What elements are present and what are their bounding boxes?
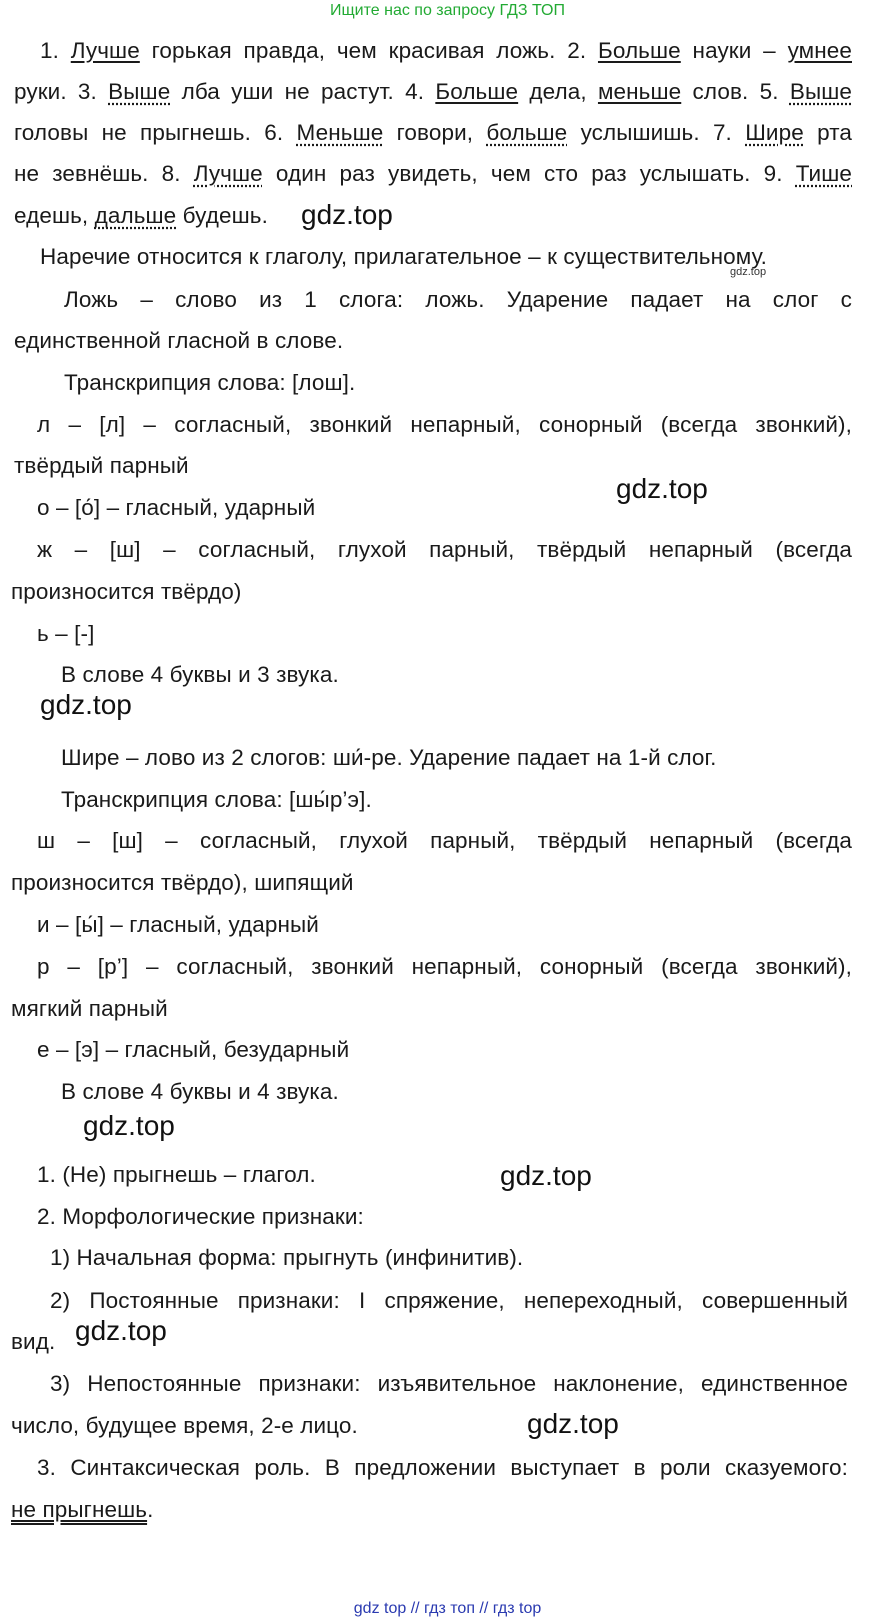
- underlined-word: умнее: [787, 38, 852, 63]
- text: один раз увидеть, чем сто раз услышать. 9.: [262, 161, 796, 186]
- underlined-word: Тише: [795, 161, 852, 186]
- morph-initial-form: 1) Начальная форма: прыгнуть (инфинитив).: [50, 1245, 524, 1270]
- text: дела,: [518, 79, 598, 104]
- text: едешь,: [14, 203, 95, 228]
- morph-constant-cont: вид.: [11, 1329, 56, 1354]
- text: головы не прыгнешь. 6.: [14, 120, 297, 145]
- analysis1-summary: В слове 4 буквы и 3 звука.: [61, 662, 339, 687]
- text: руки. 3.: [14, 79, 109, 104]
- underlined-word: дальше: [94, 203, 177, 228]
- analysis2-sound-sh: ш – [ш] – согласный, глухой парный, твёрдый непарный (всегда: [37, 828, 852, 853]
- proverbs-line-3: [14, 119, 852, 147]
- predicate-underlined: не прыгнешь: [11, 1497, 148, 1522]
- text: говори,: [383, 120, 487, 145]
- underlined-word: Больше: [597, 38, 681, 63]
- analysis1-sound-zh-cont: произносится твёрдо): [11, 579, 242, 604]
- text: лба уши не растут. 4.: [170, 79, 436, 104]
- text: горькая правда, чем красивая ложь. 2.: [139, 38, 598, 63]
- watermark: gdz.top: [83, 1110, 175, 1141]
- text: слов. 5.: [681, 79, 790, 104]
- proverbs-line-5: [14, 202, 880, 230]
- morph-constant: 2) Постоянные признаки: I спряжение, непереходный, совершенный: [50, 1288, 848, 1313]
- text: науки –: [680, 38, 788, 63]
- watermark: gdz.top: [500, 1160, 592, 1191]
- morph-features-heading: 2. Морфологические признаки:: [37, 1204, 364, 1229]
- analysis2-intro: Шире – лово из 2 слогов: ши́-ре. Ударение падает на 1-й слог.: [61, 745, 717, 770]
- morph-part-of-speech: 1. (Не) прыгнешь – глагол.: [37, 1162, 316, 1187]
- analysis1-transcription: Транскрипция слова: [лош].: [64, 370, 356, 395]
- underlined-word: Выше: [789, 79, 852, 104]
- underlined-word: меньше: [597, 79, 682, 104]
- watermark: gdz.top: [301, 199, 393, 230]
- note-text: Наречие относится к глаголу, прилагательное – к существительному.: [40, 244, 768, 269]
- morph-variable-cont: число, будущее время, 2-е лицо.: [11, 1413, 358, 1438]
- morph-syntax-cont: [11, 1496, 877, 1524]
- watermark: gdz.top: [527, 1408, 619, 1439]
- text: не зевнёшь. 8.: [14, 161, 194, 186]
- analysis2-sound-r: р – [р’] – согласный, звонкий непарный, сонорный (всегда звонкий),: [37, 954, 852, 979]
- analysis1-intro-cont: единственной гласной в слове.: [14, 328, 344, 353]
- underlined-word: Выше: [108, 79, 171, 104]
- analysis2-transcription: Транскрипция слова: [шы́р’э].: [61, 787, 372, 812]
- analysis1-sound-o: о – [о́] – гласный, ударный: [37, 495, 316, 520]
- morph-syntax: 3. Синтаксическая роль. В предложении выступает в роли сказуемого:: [37, 1455, 848, 1480]
- analysis2-sound-i: и – [ы́] – гласный, ударный: [37, 912, 319, 937]
- watermark-small: gdz.top: [730, 266, 767, 278]
- header-banner[interactable]: Ищите нас по запросу ГДЗ ТОП: [330, 2, 565, 19]
- analysis1-sound-soft: ь – [-]: [37, 621, 95, 646]
- proverbs-line-4: [14, 160, 852, 188]
- proverbs-line-2: [14, 78, 852, 106]
- text: .: [147, 1497, 154, 1522]
- footer-links[interactable]: gdz top // гдз топ // гдз top: [353, 1600, 542, 1617]
- text: 1.: [40, 38, 71, 63]
- text: будешь.: [176, 203, 268, 228]
- analysis1-sound-l: л – [л] – согласный, звонкий непарный, сонорный (всегда звонкий),: [37, 412, 852, 437]
- analysis2-sound-r-cont: мягкий парный: [11, 996, 168, 1021]
- watermark: gdz.top: [616, 473, 708, 504]
- underlined-word: Меньше: [296, 120, 384, 145]
- underlined-word: Больше: [435, 79, 519, 104]
- text: услышишь. 7.: [567, 120, 746, 145]
- analysis2-summary: В слове 4 буквы и 4 звука.: [61, 1079, 339, 1104]
- analysis2-sound-sh-cont: произносится твёрдо), шипящий: [11, 870, 354, 895]
- watermark: gdz.top: [40, 689, 132, 720]
- analysis1-intro: Ложь – слово из 1 слога: ложь. Ударение падает на слог с: [64, 287, 852, 312]
- analysis1-sound-zh: ж – [ш] – согласный, глухой парный, твёрдый непарный (всегда: [37, 537, 852, 562]
- analysis1-sound-l-cont: твёрдый парный: [14, 453, 189, 478]
- proverbs-line-1: [40, 37, 852, 65]
- underlined-word: Лучше: [193, 161, 263, 186]
- text: рта: [803, 120, 852, 145]
- underlined-word: Шире: [745, 120, 804, 145]
- underlined-word: больше: [486, 120, 568, 145]
- watermark: gdz.top: [75, 1315, 167, 1346]
- morph-variable: 3) Непостоянные признаки: изъявительное наклонение, единственное: [50, 1371, 848, 1396]
- underlined-word: Лучше: [70, 38, 140, 63]
- analysis2-sound-e: е – [э] – гласный, безударный: [37, 1037, 350, 1062]
